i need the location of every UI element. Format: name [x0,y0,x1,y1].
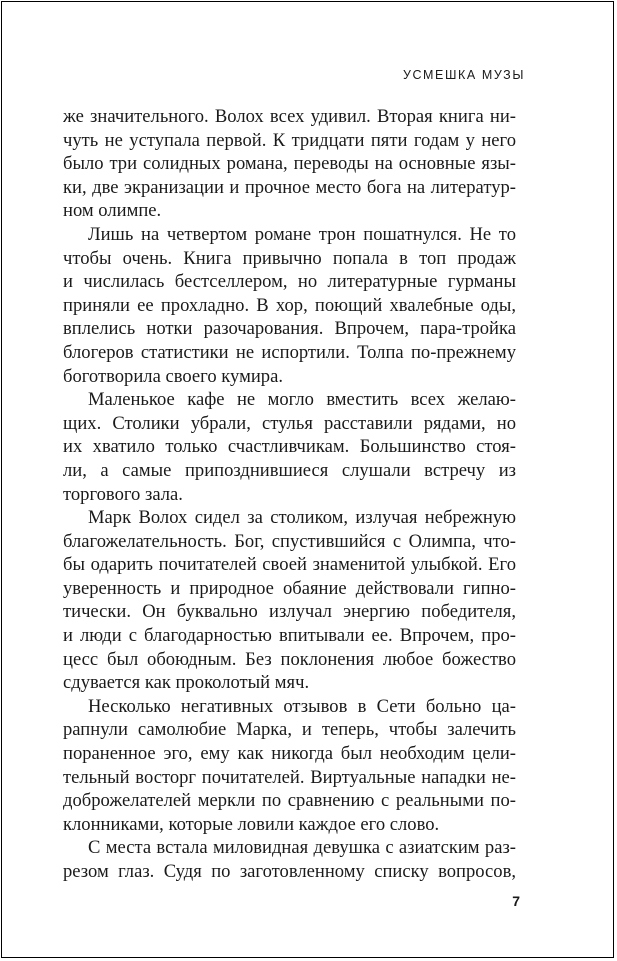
body-text [63,105,516,884]
text-line: рапнули самолюбие Марка, и теперь, чтобы залечить [63,719,516,741]
text-line: Маленькое кафе не могло вместить всех желаю- [88,389,516,411]
text-line: цесс был обоюдным. Без поклонения любое божество [63,648,516,670]
page-number: 7 [512,893,520,909]
text-line: клонниками, которые ловили каждое его слово. [63,813,440,835]
text-line: и числилась бестселлером, но литературные гурманы [63,271,516,293]
text-line: вплелись нотки разочарования. Впрочем, пара-тройка [63,318,516,340]
text-line: было три солидных романа, переводы на основные язы- [63,153,516,175]
text-line: сдувается как проколотый мяч. [63,672,310,694]
running-title: УСМЕШКА МУЗЫ [402,68,525,82]
text-line: Несколько негативных отзывов в Сети больно ца- [88,695,516,717]
book-page [1,1,614,958]
text-line: боготворила своего кумира. [63,365,284,387]
text-line: щих. Столики убрали, стулья расставили рядами, но [63,412,516,434]
text-line: бы одарить почитателей своей знаменитой улыбкой. Его [63,554,516,576]
text-line: благожелательность. Бог, спустившийся с Олимпа, что- [63,530,516,552]
text-line: ки, две экранизации и прочное место бога на литератур- [63,176,516,198]
text-line: резом глаз. Судя по заготовленному списку вопросов, [63,861,516,882]
text-line: блогеров статистики не испортили. Толпа по-прежнему [63,341,516,363]
text-line: же значительного. Волох всех удивил. Вторая книга ни- [63,106,516,127]
text-line: пораненное эго, ему как никогда был необходим цели- [63,743,516,765]
text-line: ном олимпе. [63,200,162,222]
text-line: ли, а самые припозднившиеся слушали встречу из [63,459,516,481]
text-line: торгового зала. [63,483,183,505]
text-line: чтобы очень. Книга привычно попала в топ продаж [63,247,516,269]
text-line: Марк Волох сидел за столиком, излучая небрежную [88,507,516,529]
text-line: и люди с благодарностью впитывали ее. Впрочем, про- [63,625,516,647]
text-line: Лишь на четвертом романе трон пошатнулся. Не то [88,223,516,245]
text-line: С места встала миловидная девушка с азиатским раз- [88,837,516,859]
text-line: доброжелателей меркли по сравнению с реальными по- [63,790,516,812]
text-line: приняли ее прохладно. В хор, поющий хвалебные оды, [63,294,516,316]
text-line: их хватило только счастливчикам. Большинство стоя- [63,436,516,458]
text-line: уверенность и природное обаяние действовали гипно- [63,577,516,599]
text-line: тельный восторг почитателей. Виртуальные нападки не- [63,766,516,788]
text-line: чуть не уступала первой. К тридцати пяти годам у него [63,129,516,151]
text-line: тически. Он буквально излучал энергию победителя, [63,601,516,623]
